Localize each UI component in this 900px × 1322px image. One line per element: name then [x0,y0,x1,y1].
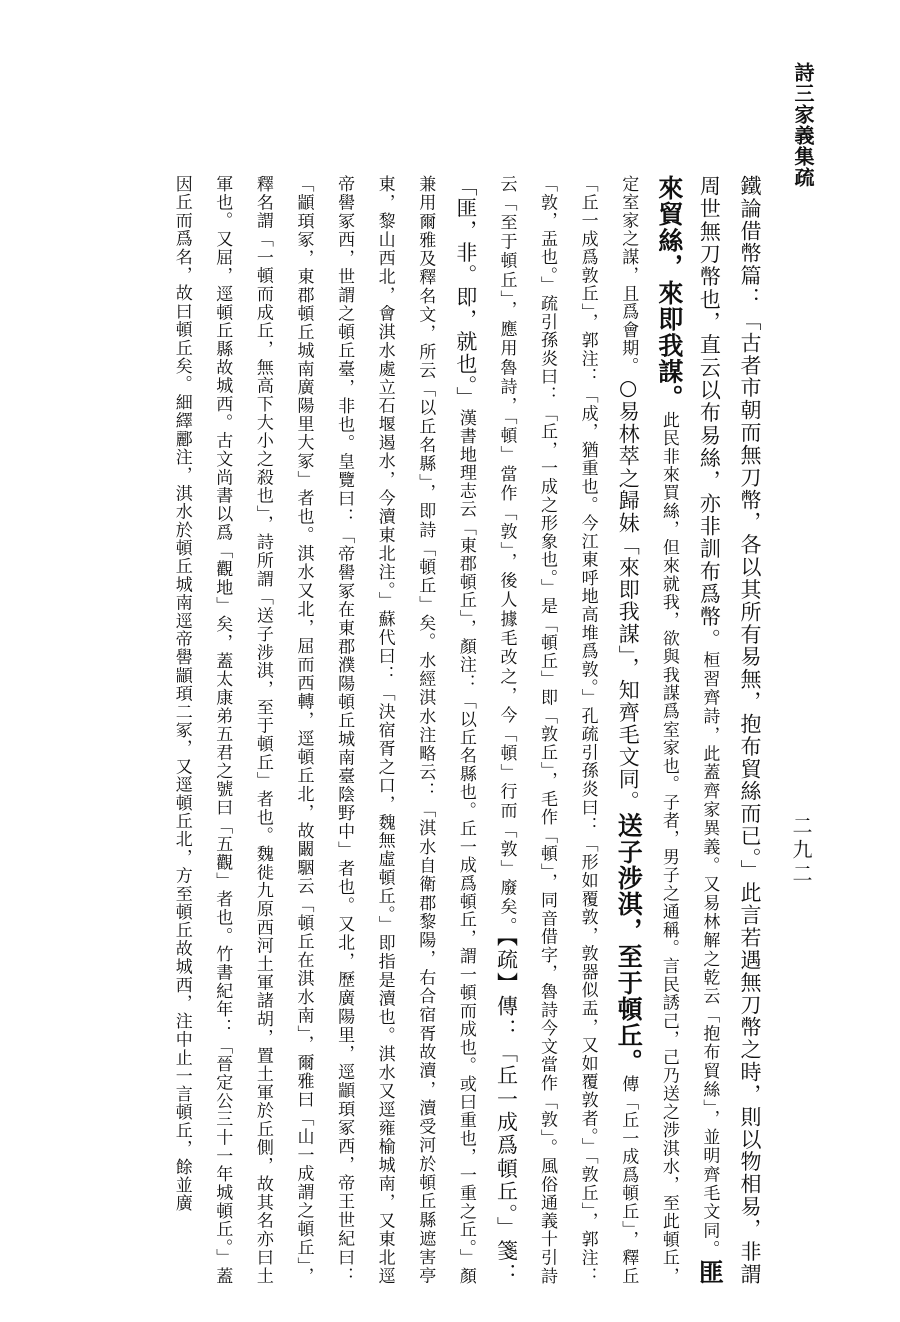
commentary-text: 傳「丘一成爲頓丘」，釋丘「丘一成爲敦丘」，郭注：「成，猶重也。今江東呼地高堆爲敦。」孔疏引孫炎曰：「形如覆敦，敦器似盂，又如覆敦者。」「敦丘」，郭注：「敦，盂也。」疏引孫炎曰：「丘，一成之形象也。」是「頓丘」即「敦丘」，毛作「頓」，同音借字，魯詩今文當作「敦」。風俗通義十引詩云「至于頓丘」，應用魯詩，「頓」當作「敦」，後人據毛改之，今「頓」行而「敦」廢矣。 [496,175,639,1286]
paragraph-text: ○易林萃之歸妹「來即我謀」，知齊毛文同。 [616,375,641,813]
verse-line: 送子涉淇，至于頓丘。 [614,812,644,1075]
verse-line: 匪來貿絲，來即我謀。 [654,175,725,1286]
running-header-title: 詩三家義集疏 [791,62,815,188]
page-number: 二九二 [789,815,813,887]
commentary-text: 水經淇水注略云：「淇水自衛郡黎陽，右合宿胥故瀆，瀆受河於頓丘縣遮害亭東，黎山西北，會淇水處立石堰遏水，今瀆東北注。」蘇代曰：「決宿胥之口，魏無虛頓丘。」即指是瀆也。淇水又逕雍榆城南，又東北逕帝嚳冢西，世謂之頓丘臺，非也。皇覽曰：「帝嚳冢在東郡濮陽頓丘城南臺陰野中」者也。又北，歷廣陽里，逕顓頊冢西，帝王世紀曰：「顓頊冢，東郡頓丘城南廣陽里大冢」者也。淇水又北，屈而西轉，逕頓丘北，故闞駰云「頓丘在淇水南」，爾雅曰「山一成謂之頓丘」，釋名謂「一頓而成丘，無高下大小之殺也」，詩所謂「送子涉淇，至于頓丘」者也。魏徙九原西河土軍諸胡，置土軍於丘側，故其名亦曰土軍也。又屈，逕頓丘縣故城西。古文尚書以爲「觀地」矣，蓋太康弟五君之號曰「五觀」者也。竹書紀年：「晉定公三十一年城頓丘。」蓋因丘而爲名，故曰頓丘矣。細繹酈注，淇水於頓丘城南逕帝嚳顓頊二冢，又逕頓丘北，方至頓丘故城西，注中止一言頓丘，餘並廣 [171,175,436,1285]
commentary-heading: 【疏】傳：「丘一成爲頓丘。」箋：「匪，非。即，就也。」 [453,175,519,1286]
commentary-text: 漢書地理志云「東郡頓丘」，顏注：「以丘名縣也。丘一成爲頓丘，謂一頓而成也。或曰重也，一重之丘。」顏兼用爾雅及釋名文，所云「以丘名縣」，即詩「頓丘」矣。 [415,175,476,1285]
body-text [120,175,770,1285]
paragraph-text: 鐵論借幣篇：「古者市朝而無刀幣，各以其所有易無，抱布貿絲而已。」此言若遇無刀幣之時，則以物相易，非謂周世無刀幣也，直云以布易絲，亦非訓布爲幣。 [697,175,762,1285]
annotation-text: 此民非來買絲，但來就我，欲與我謀爲室家也。子者，男子之通稱。言民誘己，己乃送之涉淇水，至此頓丘，定室家之謀，且爲會期。 [618,175,679,1285]
annotation-text: 桓習齊詩，此蓋齊家異義。又易林解之乾云「抱布貿絲」，並明齊毛文同。 [699,651,720,1259]
